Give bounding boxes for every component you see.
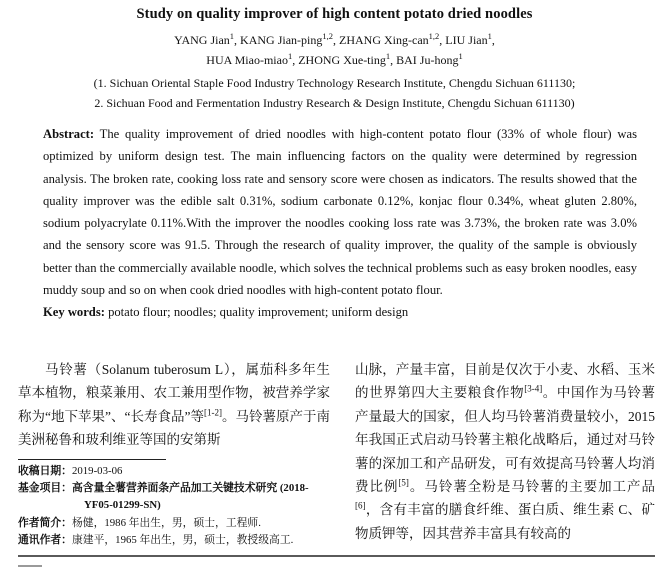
body-text: 。中国作为马铃薯产量最大的国家，但人均马铃薯消费量较小，2015 年我国正式启动马铃薯主粮化战略后，通过对马铃薯的深加工和产品研发，可有效提高马铃薯人均消费比例 [355, 385, 656, 495]
keywords-text: potato flour; noodles; quality improvement; uniform design [104, 305, 409, 320]
author-affiliation-superscript: 1 [229, 31, 235, 41]
keywords-label: Key words: [43, 305, 105, 320]
footnote-label: 基金项目： [18, 482, 72, 495]
footnote-item [18, 532, 330, 549]
footnote-text: 杨健，1986 年出生，男，硕士，工程师. [71, 516, 261, 529]
body-text: 马铃薯（Solanum tuberosum L），属茄科多年生草本植物，粮菜兼用、农工兼用型作物，被营养学家称为“地下苹果”、“长寿食品”等 [18, 362, 330, 424]
reference-superscript: [6] [355, 500, 366, 511]
author-name: LIU Jian [445, 33, 488, 47]
abstract-paragraph [43, 123, 637, 301]
footnote-text: 高含量全薯营养面条产品加工关键技术研究 (2018-YF05-01299-SN) [71, 482, 309, 512]
author-affiliation-superscript: 1,2 [428, 31, 440, 41]
authors-line-1: YANG Jian$^1$, KANG Jian-ping$^{1,2}$, ZHANG Xing-can$^{1,2}$, LIU Jian$^1$, [174, 31, 495, 47]
author-name: KANG Jian-ping [240, 33, 323, 47]
reference-superscript: [5] [398, 477, 409, 488]
footnote-text: 2019-03-06 [71, 464, 123, 477]
author-name: ZHONG Xue-ting [298, 53, 386, 67]
author-affiliation-superscript: 1 [385, 51, 391, 61]
body-text: 山脉，产量丰富，目前是仅次于小麦、水稻、玉米的世界第四大主要粮食作物 [355, 362, 655, 401]
abstract-label: Abstract: [43, 127, 95, 141]
footnote-label: 通讯作者： [18, 534, 72, 547]
author-affiliation-superscript: 1 [487, 31, 492, 41]
body-right-column [355, 358, 655, 550]
paper-title: Study on quality improver of high content potato dried noodles [136, 6, 533, 22]
left-column-paragraph [18, 358, 330, 452]
footnote-item [18, 515, 330, 532]
footnote-divider [18, 459, 166, 460]
footnote-label: 作者简介： [18, 516, 72, 529]
author-name: HUA Miao-miao [206, 53, 288, 67]
right-column-paragraph [355, 358, 655, 545]
page-bottom-rule [18, 555, 655, 557]
reference-superscript: [3-4] [524, 383, 543, 394]
footnote-label: 收稿日期： [18, 464, 72, 477]
body-text: ，含有丰富的膳食纤维、蛋白质、维生素 C、矿物质钾等，因其营养丰富具有较高的 [355, 502, 655, 541]
body-text: 。马铃薯原产于南美洲秘鲁和玻利维亚等国的安第斯 [18, 408, 331, 448]
footnote-items [18, 463, 330, 550]
page-edge-mark [18, 565, 42, 567]
affiliation-line-1: (1. Sichuan Oriental Staple Food Industry Technology Research Institute, Chengdu Sichuan 611130; [93, 76, 576, 90]
body-left-column [18, 358, 330, 550]
paper-header [0, 0, 669, 113]
footnote-item [18, 480, 330, 515]
author-name: BAI Ju-hong [396, 53, 459, 67]
author-name: ZHANG Xing-can [339, 33, 429, 47]
body-text: 。马铃薯全粉是马铃薯的主要加工产品 [408, 479, 656, 495]
author-name: YANG Jian [174, 33, 230, 47]
abstract-block [43, 123, 637, 324]
footnote-area [18, 459, 330, 550]
keywords-line [43, 301, 637, 323]
footnote-text: 康建平，1965 年出生，男，硕士，教授级高工. [71, 534, 294, 547]
abstract-text: The quality improvement of dried noodles with high-content potato flour (33% of whole flour) was optimized by uniform design test. The main influencing factors on the quality were determined by regression analysis. The broken rate, cooking loss rate and sensory score were chosen as indicators. The results showed that the quality improver was the edible salt 0.31%, sodium carbonate 0.12%, konjac flour 0.34%, wheat gluten 2.80%, sodium polyacrylate 0.11%.With the improver the noodles cooking loss rate was 3.73%, the broken rate was 3.0% and the sensory score was 91.5. Through the research of quality improver, the quality of the sample is obviously better than the commercially available noodle, which solves the technical problems such as easy broken noodles, easy muddy soup and so on when cook dried noodles with high-content potato flour. [43, 127, 637, 298]
footnote-item [18, 463, 330, 480]
author-affiliation-superscript: 1 [287, 51, 293, 61]
authors-line-2: HUA Miao-miao$^1$, ZHONG Xue-ting$^1$, BAI Ju-hong$^1$ [206, 51, 463, 67]
author-affiliation-superscript: 1,2 [322, 31, 333, 41]
reference-superscript: [1-2] [204, 407, 222, 418]
body-columns [18, 358, 655, 550]
affiliation-line-2: 2. Sichuan Food and Fermentation Industry Research & Design Institute, Chengdu Sichuan 611130) [94, 96, 575, 110]
author-affiliation-superscript: 1 [458, 51, 463, 61]
